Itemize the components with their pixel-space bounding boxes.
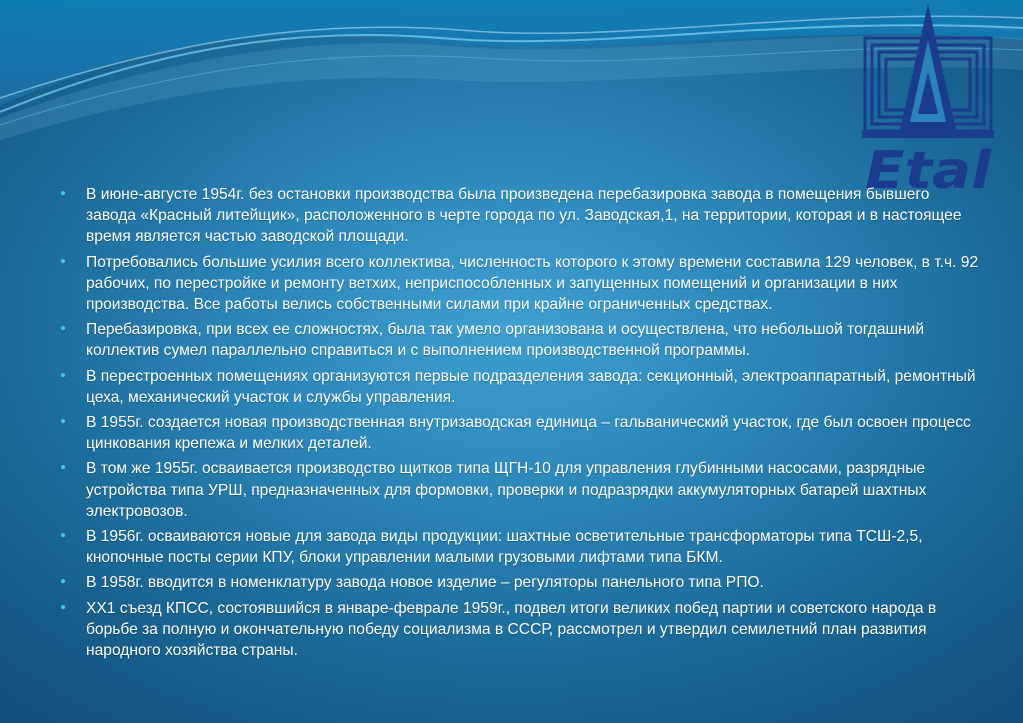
bullet-text: В 1955г. создается новая производственная внутризаводская единица – гальванический участок, где был освоен процесс цинкования крепежа и мелких деталей. xyxy=(86,414,971,453)
bullet-text: Перебазировка, при всех ее сложностях, была так умело организована и осуществлена, что небольшой тогдашний коллектив сумел параллельно справиться и с выполнением производственной программы. xyxy=(86,321,925,360)
bullet-text: В июне-августе 1954г. без остановки производства была произведена перебазировка завода в помещения бывшего завода «Красный литейщик», расположенного в черте города по ул. Заводская,1, на территории, которая и в настоящее время является частью заводской площади. xyxy=(86,186,962,246)
etal-logo xyxy=(862,2,994,194)
bullet-dot-icon: ● xyxy=(60,576,67,588)
bullet-item xyxy=(60,526,980,568)
bullet-dot-icon: ● xyxy=(60,530,67,542)
logo-wordmark: Etal xyxy=(865,141,993,194)
bullet-text: Потребовались большие усилия всего коллектива, численность которого к этому времени составила 129 человек, в т.ч. 92 рабочих, по перестройке и ремонту ветхих, неприспособленных и запущенных помещений и организации в них производства. Все работы велись собственными силами при крайне ограниченных средствах. xyxy=(86,253,979,314)
bullet-dot-icon: ● xyxy=(60,601,67,613)
bullet-item xyxy=(60,252,980,316)
bullet-item xyxy=(60,184,980,248)
bullet-dot-icon: ● xyxy=(60,416,67,428)
bullet-text: В 1958г. вводится в номенклатуру завода новое изделие – регуляторы панельного типа РПО. xyxy=(86,574,764,592)
bullet-text: В том же 1955г. осваивается производство щитков типа ЩГН-10 для управления глубинными насосами, разрядные устройства типа УРШ, предназначенных для формовки, проверки и подразрядки аккумуляторных батарей шахтных электровозов. xyxy=(86,460,927,520)
bullet-item xyxy=(60,572,980,593)
bullet-text: XX1 съезд КПСС, состоявшийся в январе-феврале 1959г., подвел итоги великих побед партии и советского народа в борьбе за полную и окончательную победу социализма в СССР, рассмотрел и утвердил семилетний план развития народного хозяйства страны. xyxy=(86,599,937,660)
bullet-list xyxy=(60,184,980,665)
bullet-dot-icon: ● xyxy=(60,462,67,474)
bullet-item xyxy=(60,319,980,361)
bullet-text: В 1956г. осваиваются новые для завода виды продукции: шахтные осветительные трансформаторы типа ТСШ-2,5, кнопочные посты серии КПУ, блоки управлении малыми грузовыми лифтами типа БКМ. xyxy=(86,528,923,567)
bullet-item xyxy=(60,598,980,662)
bullet-item xyxy=(60,366,980,408)
bullet-dot-icon: ● xyxy=(60,323,67,335)
bullet-item xyxy=(60,412,980,454)
bullet-text: В перестроенных помещениях организуются первые подразделения завода: секционный, электроаппаратный, ремонтный цеха, механический участок и службы управления. xyxy=(86,367,976,406)
bullet-dot-icon: ● xyxy=(60,255,67,267)
bullet-item xyxy=(60,458,980,522)
bullet-dot-icon: ● xyxy=(60,369,67,381)
bullet-dot-icon: ● xyxy=(60,188,67,199)
